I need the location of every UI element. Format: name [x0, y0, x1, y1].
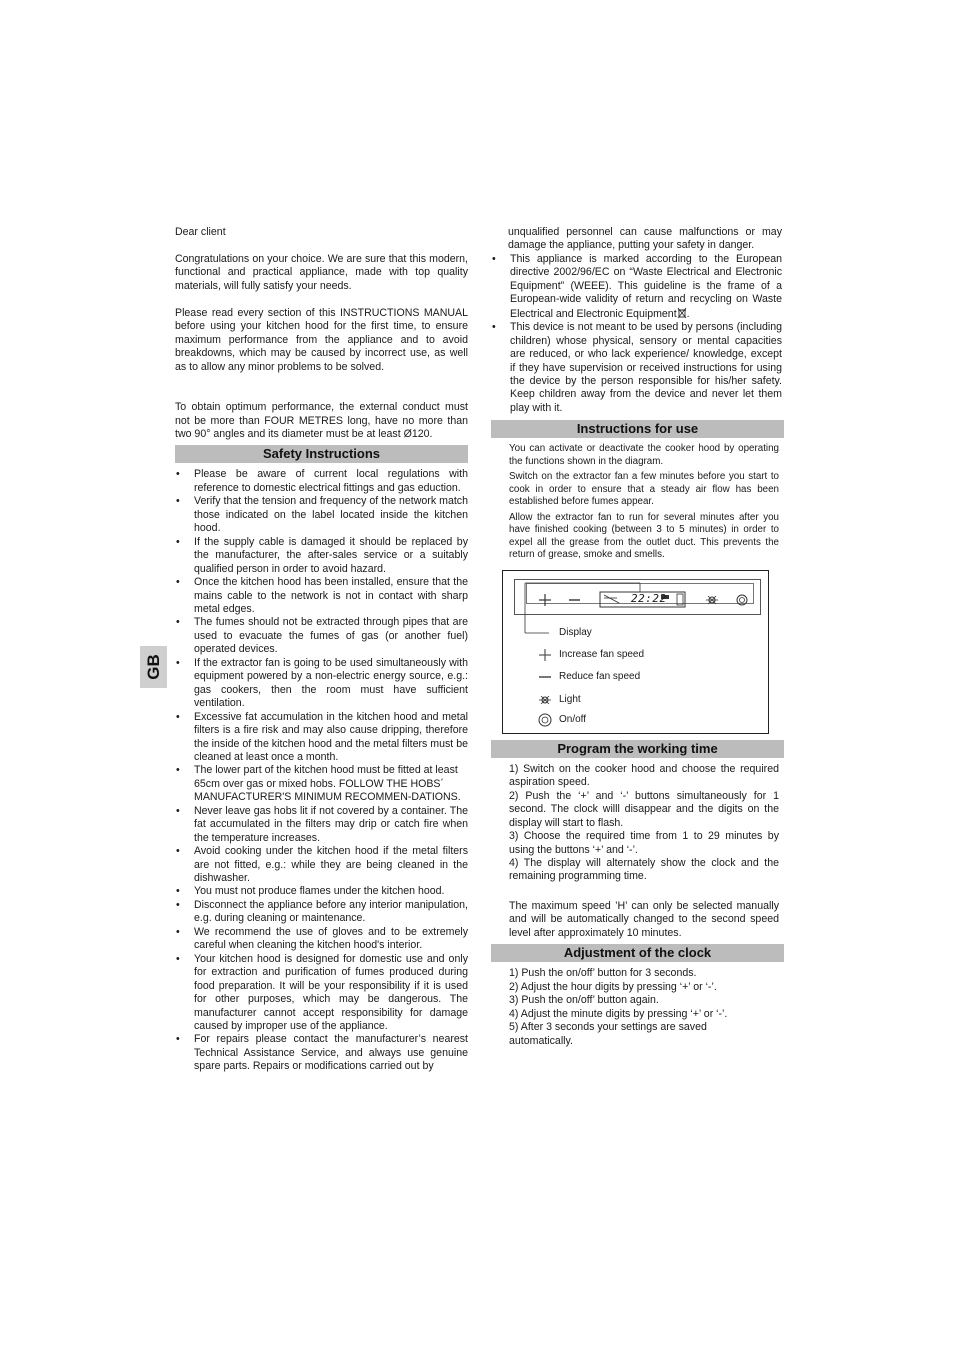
- instructions-text: [491, 443, 784, 562]
- program-steps: [491, 763, 784, 940]
- light-icon: [538, 693, 552, 707]
- safety-item: • Never leave gas hobs lit if not covered by a container. The fat accumulated in the filters may drip or catch fire when the temperature increases.: [175, 805, 468, 845]
- control-panel-diagram: [502, 570, 769, 734]
- clock-heading: Adjustment of the clock: [491, 944, 784, 962]
- program-step: 1) Switch on the cooker hood and choose the required aspiration speed.: [509, 762, 779, 789]
- left-column: [175, 226, 468, 1074]
- clock-step: 5) After 3 seconds your settings are saved automatically.: [509, 1021, 707, 1047]
- minus-icon: [538, 670, 552, 684]
- clock-step: 4) Adjust the minute digits by pressing ‘+’ or ‘-’.: [509, 1007, 728, 1020]
- safety-item: • Once the kitchen hood has been installed, ensure that the mains cable to the network is not in contact with sharp metal edges.: [175, 576, 468, 616]
- weee-bin-icon: [677, 307, 687, 319]
- safety-item: • Please be aware of current local regulations with reference to domestic electrical fittings and gas eduction.: [175, 468, 468, 495]
- safety-item: • The fumes should not be extracted through pipes that are used to evacuate the fumes of gas (or another fuel) operated devices.: [175, 616, 468, 656]
- safety-list: [175, 468, 468, 1073]
- safety-item: • The lower part of the kitchen hood must be fitted at least 65cm over gas or mixed hobs. FOLLOW THE HOBS´ MANUFACTURER'S MINIMUM RECOMMEN-DATIONS.: [175, 764, 468, 804]
- safety-item: • Excessive fat accumulation in the kitchen hood and metal filters is a fire risk and may also cause dripping, therefore the inside of the kitchen hood and the metal filters must be cleaned at least once a month.: [175, 711, 468, 765]
- safety-item: • Your kitchen hood is designed for domestic use and only for extraction and purification of fumes produced during food preparation. It will be your responsibility if it is used for other purposes, which may be dangerous. The manufacturer cannot accept responsibility for damage caused by improper use of the appliance.: [175, 953, 468, 1034]
- safety-item: • Verify that the tension and frequency of the network match those indicated on the label located inside the kitchen hood.: [175, 495, 468, 535]
- legend-onoff: On/off: [559, 713, 587, 725]
- right-column: [491, 226, 784, 1048]
- legend-light: Light: [559, 693, 581, 705]
- clock-steps: [491, 967, 784, 1048]
- instruction-paragraph: You can activate or deactivate the cooker hood by operating the functions shown in the diagram.: [509, 443, 779, 467]
- plus-icon: [538, 648, 552, 662]
- safety-item: • Avoid cooking under the kitchen hood if the metal filters are not fitted, e.g.: while they are being cleaned in the dishwasher.: [175, 845, 468, 885]
- language-tab: [140, 646, 167, 688]
- clock-step: 2) Adjust the hour digits by pressing ‘+’ or ‘-’.: [509, 980, 717, 993]
- safety-item: • You must not produce flames under the kitchen hood.: [175, 885, 468, 898]
- safety-instructions-heading: Safety Instructions: [175, 445, 468, 463]
- safety-item: • Disconnect the appliance before any interior manipulation, e.g. during cleaning or maintenance.: [175, 899, 468, 926]
- greeting: Dear client: [175, 226, 226, 238]
- info-list: [491, 253, 784, 415]
- weee-item: • This appliance is marked according to the European directive 2002/96/EC on “Waste Electrical and Electronic Equipment” (WEEE). This guideline is the frame of a European-wide validity of return and recycling on Waste Electrical and Electronic Equipment .: [491, 253, 782, 321]
- intro-paragraph: To obtain optimum performance, the external conduct must not be more than FOUR METRES long, have no more than two 90° angles and its diameter must be at least Ø120.: [175, 401, 468, 440]
- safety-item: • If the extractor fan is going to be used simultaneously with equipment powered by a non-electric energy source, e.g.: gas cookers, then the room must have sufficient ventilation.: [175, 657, 468, 711]
- power-icon: [538, 713, 552, 727]
- intro-paragraph: Please read every section of this INSTRUCTIONS MANUAL before using your kitchen hood for the first time, to ensure maximum performance from the appliance and to avoid breakdowns, which may be caused by incorrect use, as well as to allow any minor problems to be solved.: [175, 306, 468, 373]
- clock-step: 1) Push the on/off’ button for 3 seconds.: [509, 967, 697, 980]
- program-step: 3) Choose the required time from 1 to 29 minutes by using the buttons ‘+’ and ‘-’.: [509, 830, 779, 856]
- instruction-paragraph: Allow the extractor fan to run for several minutes after you have finished cooking (between 3 to 5 minutes) in order to expel all the grease from the outlet duct. This prevents the return of grease, smoke and smells.: [509, 511, 779, 561]
- clock-step: 3) Push the on/off’ button again.: [509, 994, 659, 1007]
- safety-item: • We recommend the use of gloves and to be extremely careful when cleaning the kitchen hood's interior.: [175, 926, 468, 953]
- display-readout: 22:22: [631, 591, 667, 605]
- safety-item: • For repairs please contact the manufacturer’s nearest Technical Assistance Service, and always use genuine spare parts. Repairs or modifications carried out by: [175, 1033, 468, 1073]
- language-label: GB: [143, 654, 163, 680]
- intro-paragraph: Congratulations on your choice. We are sure that this modern, functional and practical appliance, made with top quality materials, will fully satisfy your needs.: [175, 252, 468, 292]
- legend-reduce: Reduce fan speed: [559, 670, 641, 682]
- instructions-heading: Instructions for use: [491, 420, 784, 438]
- instruction-paragraph: Switch on the extractor fan a few minutes before you start to cook in order to ensure that a steady air flow has been established before fumes appear.: [509, 471, 779, 508]
- weee-text: This appliance is marked according to the European directive 2002/96/EC on “Waste Electrical and Electronic Equipment” (WEEE). This guideline is the frame of a European-wide validity of return and recycling on Waste Electrical and Electronic Equipment: [510, 252, 782, 320]
- info-item: • This device is not meant to be used by persons (including children) whose physical, sensory or mental capacities are reduced, or who lack experience/ knowledge, except if they have supervision or received instructions for using the device by the person responsible for his/her safety. Keep children away from the device and never let them play with it.: [491, 321, 782, 415]
- legend-increase: Increase fan speed: [559, 648, 645, 660]
- repairs-continuation: unqualified personnel can cause malfunctions or may damage the appliance, putting your safety in danger.: [508, 226, 782, 252]
- program-heading: Program the working time: [491, 740, 784, 758]
- safety-item: • If the supply cable is damaged it should be replaced by the manufacturer, the after-sales service or a suitably qualified person in order to avoid hazard.: [175, 536, 468, 576]
- legend-display: Display: [559, 626, 592, 638]
- program-step: 2) Push the ‘+’ and ‘-’ buttons simultaneously for 1 second. The clock willl disappear and the digits on the display will start to flash.: [509, 789, 779, 829]
- program-step: 4) The display will alternately show the clock and the remaining programming time.: [509, 857, 779, 883]
- program-note: The maximum speed ’H’ can only be selected manually and will be automatically changed to the second speed level after approximately 10 minutes.: [509, 899, 779, 939]
